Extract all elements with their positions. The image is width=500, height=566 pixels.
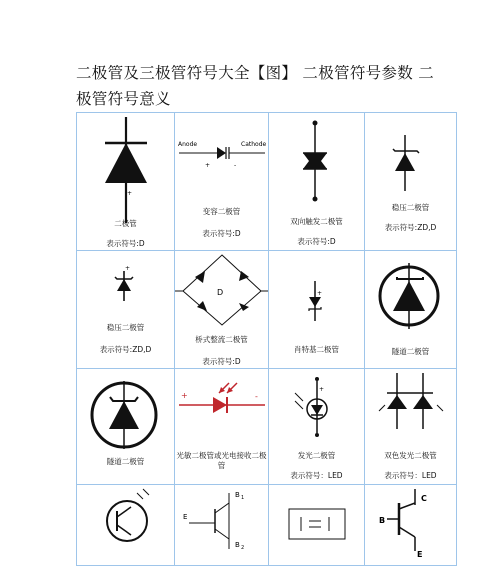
cell-label: 二极管 [114, 219, 137, 228]
svg-text:C: C [421, 494, 427, 503]
svg-text:2: 2 [241, 545, 245, 551]
cell-label: 变容二极管 [202, 207, 241, 216]
cell-label: 肖特基二极管 [294, 345, 339, 354]
cell-zener [365, 113, 457, 251]
cell-label: 稳压二极管 [391, 203, 430, 212]
cell-ujt [175, 485, 269, 566]
cell-optocoupler [269, 485, 365, 566]
svg-text:+: + [205, 162, 211, 169]
unijunction-transistor-symbol [175, 485, 269, 566]
cell-label: 双色发光二极管 [384, 451, 437, 460]
cell-label: 稳压二极管 [106, 323, 145, 332]
led-symbol [269, 369, 365, 485]
svg-text:1: 1 [241, 495, 245, 501]
cell-label: 双向触发二极管 [290, 217, 343, 226]
cell-photodiode [175, 369, 269, 485]
cell-tunnel-2 [77, 369, 175, 485]
svg-text:+: + [181, 391, 188, 400]
cell-sub: 表示符号:D [202, 229, 241, 238]
cell-sub: 表示符号：LED [290, 471, 343, 480]
symbol-grid [76, 112, 457, 566]
npn-transistor-symbol [365, 485, 457, 566]
diac-symbol [269, 113, 365, 251]
cell-varactor [175, 113, 269, 251]
cell-label: 隧道二极管 [391, 347, 430, 356]
svg-text:-: - [255, 392, 258, 401]
cell-label: 桥式整流二极管 [195, 335, 248, 344]
cell-led [269, 369, 365, 485]
svg-text:+: + [317, 290, 323, 297]
cell-tunnel [365, 251, 457, 369]
cell-sub: 表示符号：LED [384, 471, 437, 480]
cell-schottky [269, 251, 365, 369]
svg-text:-: - [234, 162, 237, 169]
optocoupler-symbol [269, 485, 365, 566]
cell-label: 光敏二极管或光电接收二极管 [176, 451, 267, 470]
phototransistor-symbol [77, 485, 175, 566]
cell-label: 隧道二极管 [106, 457, 145, 466]
svg-text:E: E [183, 513, 188, 521]
svg-text:+: + [319, 386, 325, 393]
svg-text:+: + [127, 190, 133, 197]
svg-text:+: + [125, 265, 131, 272]
cell-bicolor-led [365, 369, 457, 485]
cell-phototransistor [77, 485, 175, 566]
svg-text:Cathode: Cathode [241, 141, 267, 148]
svg-text:D: D [217, 288, 224, 297]
svg-text:B: B [235, 491, 240, 499]
cell-diac [269, 113, 365, 251]
cell-bridge [175, 251, 269, 369]
svg-text:Anode: Anode [178, 141, 198, 148]
cell-npn-transistor [365, 485, 457, 566]
cell-sub: 表示符号:ZD,D [99, 345, 152, 354]
svg-text:E: E [417, 550, 423, 559]
cell-label: 发光二极管 [297, 451, 336, 460]
page-title: 二极管及三极管符号大全【图】 二极管符号参数 二极管符号意义 [76, 64, 435, 108]
cell-zener-2 [77, 251, 175, 369]
cell-sub: 表示符号:D [202, 357, 241, 366]
svg-text:B: B [379, 516, 386, 525]
tunnel-diode-symbol-2 [77, 369, 175, 485]
cell-sub: 表示符号:D [297, 237, 336, 246]
bridge-rectifier-symbol [175, 251, 269, 369]
svg-text:B: B [235, 541, 240, 549]
bicolor-led-symbol [365, 369, 457, 485]
diode-symbol [77, 113, 175, 251]
cell-sub: 表示符号:ZD,D [384, 223, 437, 232]
cell-sub: 表示符号:D [106, 239, 145, 248]
cell-diode [77, 113, 175, 251]
